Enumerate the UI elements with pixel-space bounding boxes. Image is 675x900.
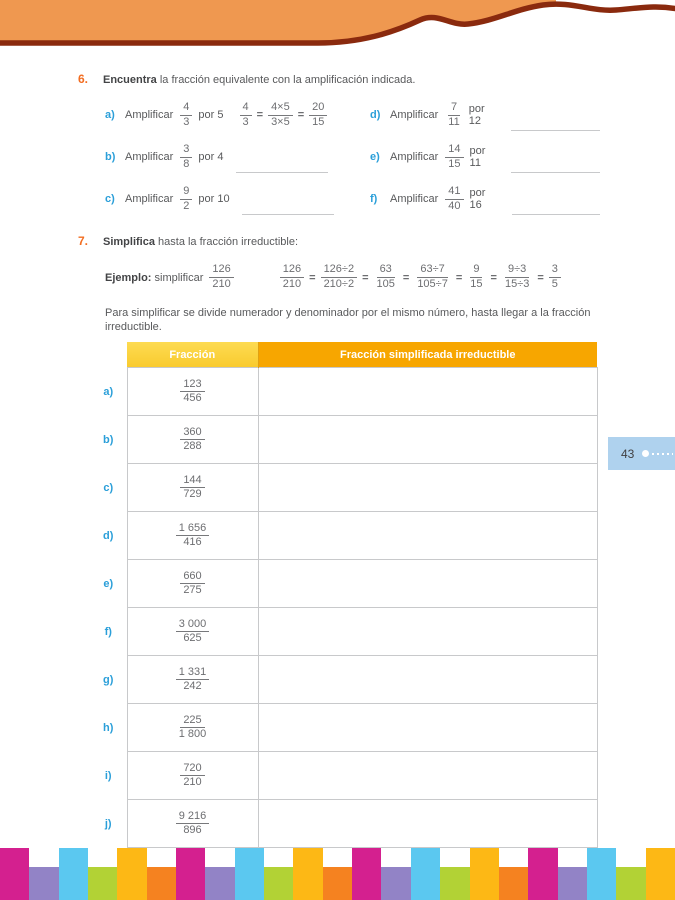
example-fraction-holder bbox=[209, 263, 233, 292]
footer-bar bbox=[147, 867, 176, 900]
row-letter: b) bbox=[90, 416, 127, 464]
fraction-numerator: 9÷3 bbox=[505, 263, 529, 278]
simplification-table bbox=[90, 342, 598, 848]
top-wave-decoration bbox=[0, 0, 675, 50]
fraction-numerator: 9 bbox=[470, 263, 482, 278]
footer-bar bbox=[381, 867, 410, 900]
fraction-numerator: 4 bbox=[180, 101, 192, 116]
footer-decoration bbox=[0, 848, 675, 900]
answer-cell[interactable] bbox=[258, 752, 597, 800]
fraction-denominator: 8 bbox=[183, 157, 190, 170]
equals-sign: = bbox=[309, 271, 316, 284]
fraction-denominator: 729 bbox=[183, 488, 202, 501]
table-row bbox=[90, 656, 597, 704]
footer-bar bbox=[59, 848, 88, 900]
fraction-denominator: 210 bbox=[282, 278, 302, 291]
answer-cell[interactable] bbox=[258, 464, 597, 512]
fraction bbox=[414, 263, 451, 292]
exercise-6-item bbox=[105, 178, 370, 220]
fraction-denominator: 275 bbox=[183, 584, 202, 597]
table-header-row bbox=[90, 342, 597, 368]
equals-sign: = bbox=[402, 271, 410, 284]
footer-bar bbox=[558, 867, 587, 900]
footer-bar bbox=[176, 848, 205, 900]
answer-cell[interactable] bbox=[258, 608, 597, 656]
fraction-numerator: 126 bbox=[209, 263, 233, 278]
footer-bar bbox=[440, 867, 469, 900]
exercise-7-title bbox=[103, 235, 298, 249]
fraction bbox=[445, 143, 463, 172]
footer-bar bbox=[235, 848, 264, 900]
table-row bbox=[90, 704, 597, 752]
answer-line[interactable] bbox=[512, 214, 600, 215]
item-multiplier: por 4 bbox=[198, 151, 224, 164]
footer-bar bbox=[470, 848, 499, 900]
footer-bar bbox=[264, 867, 293, 900]
fraction bbox=[176, 810, 210, 839]
fraction bbox=[176, 522, 210, 551]
fraction-cell bbox=[127, 560, 258, 608]
item-verb: Amplificar bbox=[125, 193, 174, 206]
exercise-6-item bbox=[370, 136, 600, 178]
exercise-7-example-row bbox=[105, 258, 600, 298]
exercise-6-title bbox=[103, 73, 415, 87]
equals-sign: = bbox=[537, 271, 544, 284]
footer-bar bbox=[0, 848, 29, 900]
row-letter: f) bbox=[90, 608, 127, 656]
simplification-chain bbox=[280, 263, 561, 292]
item-multiplier: por 10 bbox=[198, 193, 230, 206]
item-verb: Amplificar bbox=[125, 151, 174, 164]
fraction-numerator: 3 000 bbox=[176, 618, 210, 633]
table-row bbox=[90, 416, 597, 464]
exercise-6-items bbox=[105, 94, 600, 220]
item-multiplier: por 5 bbox=[198, 109, 224, 122]
fraction-denominator: 3 bbox=[183, 115, 190, 128]
fraction-denominator: 15÷3 bbox=[504, 278, 530, 291]
fraction-denominator: 1 800 bbox=[178, 728, 207, 741]
answer-cell[interactable] bbox=[258, 800, 597, 848]
fraction-denominator: 625 bbox=[183, 632, 202, 645]
fraction-numerator: 9 bbox=[180, 185, 192, 200]
fraction-denominator: 210÷2 bbox=[323, 278, 355, 291]
exercise-6 bbox=[78, 72, 600, 220]
fraction-numerator: 144 bbox=[180, 474, 204, 489]
table-row bbox=[90, 464, 597, 512]
fraction-cell bbox=[127, 656, 258, 704]
fraction-numerator: 1 331 bbox=[176, 666, 210, 681]
answer-line[interactable] bbox=[511, 130, 600, 131]
fraction bbox=[467, 263, 485, 292]
footer-bar bbox=[88, 867, 117, 900]
answer-cell[interactable] bbox=[258, 416, 597, 464]
fraction-denominator: 416 bbox=[183, 536, 202, 549]
fraction-numerator: 7 bbox=[448, 101, 460, 116]
example-label-bold: Ejemplo: bbox=[105, 271, 152, 284]
fraction bbox=[180, 762, 204, 791]
equals-sign: = bbox=[297, 109, 305, 122]
fraction-cell bbox=[127, 704, 258, 752]
fraction-cell bbox=[127, 752, 258, 800]
footer-bar bbox=[293, 848, 322, 900]
fraction bbox=[445, 185, 463, 214]
footer-bar bbox=[205, 867, 234, 900]
fraction bbox=[549, 263, 561, 292]
table-row bbox=[90, 512, 597, 560]
page-tab-dotted-line bbox=[652, 453, 673, 455]
fraction-numerator: 63 bbox=[377, 263, 395, 278]
fraction-numerator: 123 bbox=[180, 378, 204, 393]
fraction bbox=[180, 474, 204, 503]
fraction-denominator: 896 bbox=[183, 824, 202, 837]
footer-bar bbox=[616, 867, 645, 900]
item-letter: c) bbox=[105, 193, 115, 206]
item-letter: d) bbox=[370, 109, 381, 122]
fraction-denominator: 210 bbox=[212, 278, 231, 291]
fraction-numerator: 63÷7 bbox=[417, 263, 447, 278]
fraction-numerator: 126 bbox=[280, 263, 304, 278]
row-letter: i) bbox=[90, 752, 127, 800]
exercise-7-title-rest: hasta la fracción irreductible: bbox=[154, 236, 299, 249]
item-verb: Amplificar bbox=[125, 109, 174, 122]
fraction-denominator: 40 bbox=[448, 199, 461, 212]
exercise-6-item bbox=[105, 136, 370, 178]
item-verb: Amplificar bbox=[390, 193, 439, 206]
footer-bar bbox=[411, 848, 440, 900]
fraction-cell bbox=[127, 368, 258, 416]
fraction-numerator: 225 bbox=[180, 714, 204, 729]
exercise-6-title-verb: Encuentra bbox=[103, 74, 157, 86]
fraction-denominator: 3 bbox=[242, 115, 249, 128]
exercise-6-item bbox=[370, 94, 600, 136]
content-column bbox=[78, 72, 600, 848]
fraction-cell bbox=[127, 800, 258, 848]
table-header-simplified: Fracción simplificada irreductible bbox=[258, 342, 597, 368]
fraction-denominator: 456 bbox=[183, 392, 202, 405]
fraction bbox=[180, 378, 204, 407]
fraction-numerator: 9 216 bbox=[176, 810, 210, 825]
fraction-denominator: 2 bbox=[183, 199, 190, 212]
exercise-6-header bbox=[78, 72, 600, 87]
exercise-7-title-verb: Simplifica bbox=[103, 236, 155, 249]
row-letter: j) bbox=[90, 800, 127, 848]
row-letter: a) bbox=[90, 368, 127, 416]
fraction bbox=[176, 666, 210, 695]
fraction-numerator: 126÷2 bbox=[321, 263, 358, 278]
fraction-denominator: 15 bbox=[312, 115, 325, 128]
fraction-denominator: 288 bbox=[183, 440, 202, 453]
fraction bbox=[240, 101, 252, 130]
fraction-numerator: 14 bbox=[445, 143, 463, 158]
fraction-cell bbox=[127, 416, 258, 464]
fraction-cell bbox=[127, 608, 258, 656]
footer-bar bbox=[29, 867, 58, 900]
footer-bar bbox=[323, 867, 352, 900]
fraction bbox=[180, 570, 204, 599]
exercise-6-item bbox=[370, 178, 600, 220]
equals-sign: = bbox=[455, 271, 463, 284]
page-number-tab bbox=[608, 437, 675, 470]
fraction-denominator: 15 bbox=[470, 278, 483, 291]
item-multiplier: por 12 bbox=[468, 103, 485, 128]
answer-cell[interactable] bbox=[258, 512, 597, 560]
example-label bbox=[105, 272, 203, 284]
fraction-numerator: 4×5 bbox=[268, 101, 293, 116]
fraction-denominator: 3×5 bbox=[271, 115, 290, 128]
answer-cell[interactable] bbox=[258, 656, 597, 704]
fraction bbox=[209, 263, 233, 292]
example-label-rest: simplificar bbox=[151, 271, 204, 284]
exercise-7 bbox=[78, 234, 600, 848]
fraction bbox=[309, 101, 327, 130]
fraction-denominator: 5 bbox=[551, 278, 558, 291]
fraction-cell bbox=[127, 464, 258, 512]
exercise-6-title-rest: la fracción equivalente con la amplificación indicada. bbox=[156, 74, 416, 86]
table-header-spacer bbox=[90, 342, 127, 368]
row-letter: c) bbox=[90, 464, 127, 512]
amplification-example-chain bbox=[240, 101, 328, 130]
row-letter: d) bbox=[90, 512, 127, 560]
fraction-denominator: 105 bbox=[376, 278, 395, 291]
exercise-7-header bbox=[78, 234, 600, 249]
fraction-denominator: 210 bbox=[183, 776, 202, 789]
exercise-6-item bbox=[105, 94, 370, 136]
item-letter: f) bbox=[370, 193, 378, 206]
fraction-numerator: 20 bbox=[309, 101, 327, 116]
fraction bbox=[180, 101, 192, 130]
item-letter: b) bbox=[105, 151, 116, 164]
fraction bbox=[180, 426, 204, 455]
item-multiplier: por 11 bbox=[469, 145, 486, 170]
fraction bbox=[180, 185, 192, 214]
page-number: 43 bbox=[621, 446, 635, 461]
equals-sign: = bbox=[490, 271, 497, 284]
footer-bar bbox=[352, 848, 381, 900]
item-letter: e) bbox=[370, 151, 380, 164]
fraction bbox=[502, 263, 532, 292]
exercise-7-number: 7. bbox=[78, 234, 89, 249]
item-verb: Amplificar bbox=[390, 109, 439, 122]
fraction bbox=[374, 263, 398, 292]
fraction-cell bbox=[127, 512, 258, 560]
footer-bar bbox=[528, 848, 557, 900]
fraction-denominator: 15 bbox=[448, 157, 461, 170]
page-tab-dot-icon bbox=[642, 450, 649, 457]
exercise-6-number: 6. bbox=[78, 72, 89, 86]
fraction-numerator: 3 bbox=[180, 143, 192, 158]
footer-bar bbox=[499, 867, 528, 900]
fraction bbox=[268, 101, 293, 130]
fraction-numerator: 660 bbox=[180, 570, 204, 585]
table-row bbox=[90, 368, 597, 416]
footer-bar bbox=[587, 848, 616, 900]
fraction bbox=[180, 143, 192, 172]
answer-cell[interactable] bbox=[258, 560, 597, 608]
row-letter: g) bbox=[90, 656, 127, 704]
item-verb: Amplificar bbox=[390, 151, 439, 164]
answer-cell[interactable] bbox=[258, 704, 597, 752]
row-letter: h) bbox=[90, 704, 127, 752]
footer-bar bbox=[117, 848, 146, 900]
fraction-denominator: 242 bbox=[183, 680, 202, 693]
row-letter: e) bbox=[90, 560, 127, 608]
table-row bbox=[90, 800, 597, 848]
fraction bbox=[321, 263, 358, 292]
fraction-numerator: 1 656 bbox=[176, 522, 210, 537]
simplification-note: Para simplificar se divide numerador y denominador por el mismo número, hasta llegar a la fracción irreductible. bbox=[105, 306, 591, 334]
fraction-denominator: 105÷7 bbox=[417, 278, 448, 291]
fraction-numerator: 4 bbox=[240, 101, 252, 116]
equals-sign: = bbox=[256, 109, 264, 122]
answer-line[interactable] bbox=[511, 172, 600, 173]
fraction-denominator: 11 bbox=[448, 115, 460, 128]
footer-bar bbox=[646, 848, 675, 900]
table-row bbox=[90, 560, 597, 608]
answer-line[interactable] bbox=[242, 214, 334, 215]
table-row bbox=[90, 608, 597, 656]
fraction bbox=[176, 618, 210, 647]
equals-sign: = bbox=[362, 271, 369, 284]
fraction bbox=[280, 263, 304, 292]
fraction bbox=[445, 101, 462, 130]
fraction-numerator: 41 bbox=[445, 185, 463, 200]
answer-cell[interactable] bbox=[258, 368, 597, 416]
fraction-numerator: 360 bbox=[180, 426, 204, 441]
table-header-fraction: Fracción bbox=[127, 342, 258, 368]
fraction-numerator: 3 bbox=[549, 263, 561, 278]
item-letter: a) bbox=[105, 109, 115, 122]
item-multiplier: por 16 bbox=[469, 187, 486, 212]
fraction-numerator: 720 bbox=[180, 762, 204, 777]
table-row bbox=[90, 752, 597, 800]
answer-line[interactable] bbox=[236, 172, 328, 173]
fraction bbox=[176, 714, 210, 743]
